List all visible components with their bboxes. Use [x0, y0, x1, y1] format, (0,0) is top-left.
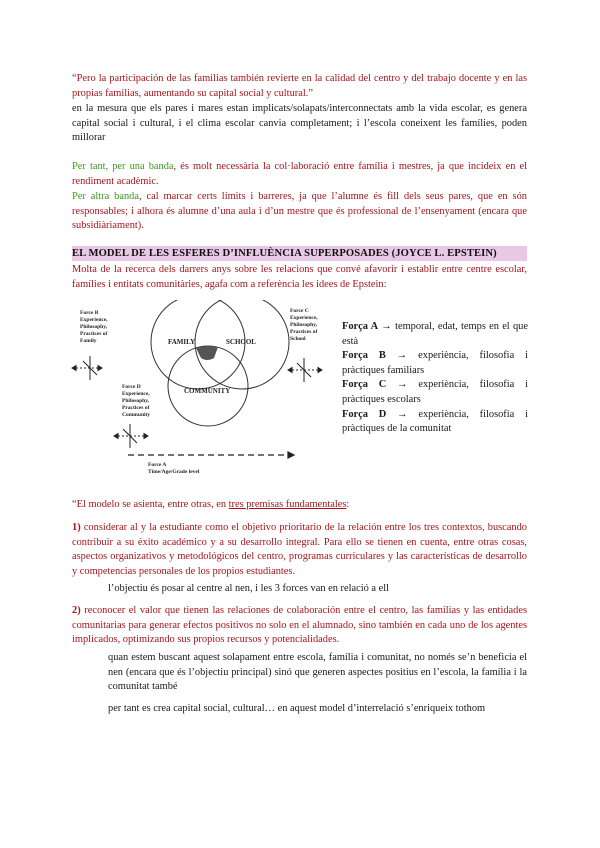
premises-intro-end: : [346, 499, 350, 510]
force-c-text: experiència, filosofia i pràctiques escolars [342, 379, 528, 405]
premise-2-number: 2) [72, 605, 81, 616]
force-b-arrows-icon [72, 356, 102, 380]
premise-1-number: 1) [72, 522, 81, 533]
force-c-item [342, 378, 528, 407]
force-d-text: experiència, filosofia i pràctiques de la comunitat [342, 408, 528, 435]
force-b-text: experiència, filosofia i pràctiques familiars [342, 350, 529, 376]
force-c-arrows-icon [288, 358, 322, 382]
force-d-label: Força D [342, 408, 387, 420]
other-hand-text: , cal marcar certs límits i barreres, ja que l’alumne és fill dels seus pares, que en són responsables; i alhora és alumne d’una aula i d’un mestre que és professional de l’ensenyament (encara que subsidiàriament). [72, 191, 527, 232]
forces-list [342, 320, 528, 437]
force-b-line-3: Philosophy, [80, 324, 108, 330]
force-a-line-2: Time/Age/Grade level [148, 469, 200, 475]
note-1: l’objectiu és posar al centre al nen, i les 3 forces van en relació a ell [108, 583, 389, 594]
force-a-line-1: Force A [148, 462, 167, 468]
force-c-line-2: Experience, [290, 315, 318, 321]
force-d-line-4: Practices of [122, 405, 150, 411]
research-paragraph: Molta de la recerca dels darrers anys sobre les relacions que convé afavorir i establir entre centre escolar, famílies i entitats comunitàries, agafa com a referència les idees de Epstein: [72, 264, 527, 290]
note-3: per tant es crea capital social, cultural… en aquest model d’interrelació s’enriqueix tothom [108, 703, 486, 714]
force-c-label: Força C [342, 379, 387, 391]
force-d-line-1: Force D [122, 384, 141, 390]
force-b-item [342, 349, 528, 378]
premises-intro [72, 498, 527, 513]
one-hand-lead: Per tant, per una banda [72, 161, 174, 172]
force-d-line-2: Experience, [122, 391, 150, 397]
force-b-label: Força B [342, 350, 386, 362]
force-b-arrow: → [396, 350, 408, 362]
section-heading: EL MODEL DE LES ESFERES D’INFLUÈNCIA SUPERPOSADES (JOYCE L. EPSTEIN) [72, 246, 527, 261]
explanation-paragraph: en la mesura que els pares i mares estan implicats/solapats/interconnectats amb la vida escolar, es genera capital social i cultural, i el clima escolar canvia completament; i l’escola coneixent les famílies, poden millorar [72, 103, 527, 144]
force-b-line-2: Experience, [80, 317, 108, 323]
force-a-label: Força A [342, 321, 379, 332]
other-hand-lead: Per altra banda [72, 191, 139, 202]
premises-intro-lead: “El modelo se asienta, entre otras, en [72, 499, 229, 510]
force-d-line-3: Philosophy, [122, 398, 150, 404]
force-a-arrow: → [381, 321, 392, 332]
quote-paragraph: “Pero la participación de las familias también revierte en la calidad del centro y del trabajo docente y en las propias familias, aumentando su capital social y cultural.” [72, 73, 527, 99]
force-c-line-5: School [290, 336, 306, 342]
community-label: COMMUNITY [184, 387, 231, 395]
force-c-arrow: → [397, 379, 408, 391]
force-d-line-5: Community [122, 412, 151, 418]
center-intersection [196, 346, 218, 360]
family-label: FAMILY [168, 338, 196, 346]
premise-2-text: reconocer el valor que tienen las relaciones de colaboración entre el centro, las familias y las entidades comunitarias para generar efectos positivos no solo en el alumnado, sino también en cada uno de los agentes implicados, optimizando sus propios recursos y potencialidades. [72, 605, 527, 646]
force-b-line-5: Family [80, 338, 97, 344]
force-b-line-4: Practices of [80, 331, 108, 337]
premise-1-text: considerar al y la estudiante como el objetivo prioritario de la relación entre los tres contextos, buscando contribuir a su éxito académico y a su desarrollo integral. Para ello se tienen en cuenta, entre otras cosas, aspectos organizativos y metodológicos del centro, programas curriculares y las características de desarrollo y competencias personales de los propios estudiantes. [72, 522, 527, 577]
force-a-text: temporal, edat, temps en el que està [342, 321, 528, 347]
force-d-arrows-icon [114, 424, 148, 448]
force-b-line-1: Force B [80, 310, 99, 316]
force-d-item [342, 408, 528, 437]
force-a-time-arrow-icon [128, 452, 294, 458]
force-a-item [342, 320, 528, 349]
force-d-arrow: → [397, 408, 408, 420]
premise-2 [72, 604, 527, 648]
paragraph-other-hand [72, 190, 527, 234]
force-c-line-1: Force C [290, 308, 309, 314]
force-c-line-3: Philosophy, [290, 322, 318, 328]
note-2: quan estem buscant aquest solapament entre escola, família i comunitat, no només se’n beneficia el nen (encara que és l’objectiu principal) sinó que generen aspectes positius en l’escola, la família i la comunitat també [108, 652, 527, 693]
force-c-line-4: Practices of [290, 329, 318, 335]
epstein-venn-diagram [68, 300, 338, 480]
premises-intro-link: tres premisas fundamentales [228, 499, 347, 510]
premise-1 [72, 521, 527, 579]
school-label: SCHOOL [226, 338, 256, 346]
one-hand-text: , és molt necessària la col·laboració entre família i mestres, ja que incideix en el rendiment acadèmic. [72, 161, 527, 187]
paragraph-one-hand [72, 160, 527, 189]
